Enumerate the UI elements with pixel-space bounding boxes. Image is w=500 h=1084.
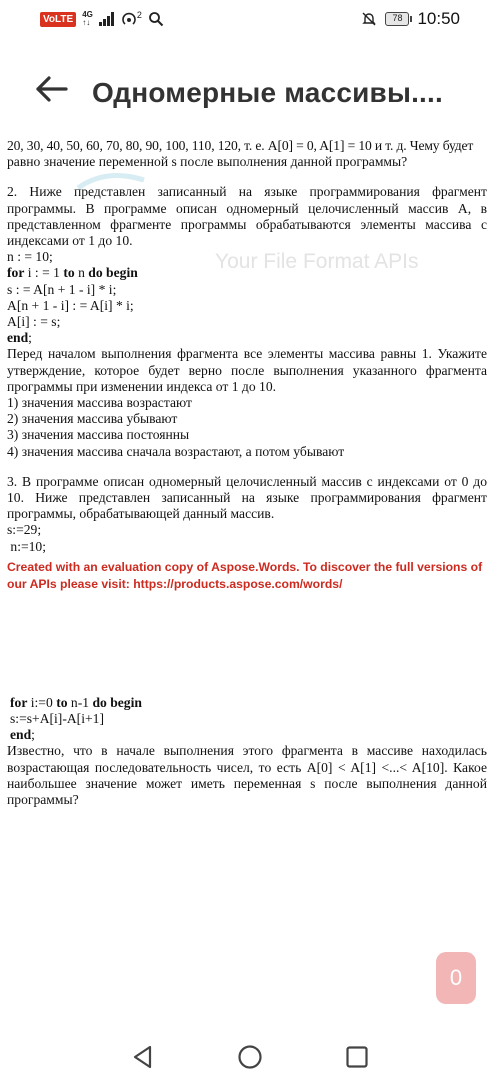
app-bar: [0, 40, 500, 136]
triangle-back-icon[interactable]: [130, 1044, 156, 1070]
square-recents-icon[interactable]: [344, 1044, 370, 1070]
status-right: [361, 9, 460, 29]
search-icon: [148, 11, 164, 27]
answer-option-1: 1) значения массива возрастают: [7, 395, 192, 411]
arrow-left-icon[interactable]: [34, 74, 70, 104]
code-text: i:=0: [27, 694, 57, 710]
code-line: A[i] : = s;: [7, 314, 61, 330]
code-line: n:=10;: [7, 538, 47, 554]
code-line: [7, 265, 487, 281]
code-line: s : = A[n + 1 - i] * i;: [7, 281, 117, 297]
status-left: [40, 11, 164, 27]
code-text: ;: [28, 330, 32, 346]
system-nav-bar: [0, 1028, 500, 1084]
code-line: A[n + 1 - i] : = A[i] * i;: [7, 297, 134, 313]
code-line: [10, 695, 487, 711]
hotspot-icon: [121, 11, 137, 27]
answer-option-3: 3) значения массива постоянны: [7, 427, 190, 443]
code-keyword: to: [56, 694, 68, 710]
code-keyword: end: [7, 330, 29, 346]
network-type: 4G: [82, 10, 93, 19]
code-line: s:=s+A[i]-A[i+1]: [10, 711, 104, 727]
question-2-text: 2. Ниже представлен записанный на языке программирования фрагмент программы. В программе описан одномерный целочисленный массив A, в представленном фрагменте программы обрабатываются элементы массива с индексами от 1 до 10.: [7, 184, 487, 249]
code-text: n: [74, 265, 89, 281]
signal-icon: [99, 12, 115, 26]
document-body: [7, 138, 487, 808]
floating-counter-button[interactable]: 0: [436, 952, 476, 1004]
question-3-code: [7, 695, 487, 744]
question-3-text: 3. В программе описан одномерный целочисленный массив с индексами от 0 до 10. Ниже представлен записанный на языке программирования фрагмент программы, обрабатывающей данный массив.: [7, 473, 487, 522]
code-line: [10, 727, 487, 743]
battery-icon: 78: [385, 12, 409, 26]
answer-option-2: 2) значения массива убывают: [7, 411, 178, 427]
volte-badge: VoLTE: [40, 12, 76, 27]
page-title: Одномерные массивы....: [92, 77, 443, 108]
question-2-code: [7, 249, 487, 346]
code-line: [7, 330, 487, 346]
network-indicator: [82, 11, 93, 27]
code-text: ;: [31, 727, 35, 743]
code-text: i : = 1: [24, 265, 64, 281]
code-keyword: end: [10, 727, 32, 743]
code-line: n : = 10;: [7, 249, 53, 265]
code-keyword: do begin: [88, 265, 138, 281]
code-text: n-1: [67, 694, 93, 710]
code-line: s:=29;: [7, 522, 42, 538]
watermark-text: Your File Format APIs: [215, 250, 419, 273]
question-3-instructions: Известно, что в начале выполнения этого фрагмента в массиве находилась возрастающая последовательность чисел, то есть A[0] < A[1] <...< A[10]. Какое наибольшее значение может иметь переменная s после выполнения данной программы?: [7, 743, 487, 808]
code-keyword: for: [10, 694, 28, 710]
network-activity: ↑↓: [82, 18, 91, 27]
intro-line-1: 20, 30, 40, 50, 60, 70, 80, 90, 100, 110, 120, т. е. A[0] = 0, A[1] = 10 и т. д. Чему будет: [7, 138, 474, 153]
code-keyword: do begin: [92, 694, 142, 710]
question-2-instructions: Перед началом выполнения фрагмента все элементы массива равны 1. Укажите утверждение, которое будет верно после выполнения указанного фрагмента программы при изменении индекса от 1 до 10.: [7, 346, 487, 394]
circle-home-icon[interactable]: [237, 1044, 263, 1070]
answer-option-4: 4) значения массива сначала возрастают, а потом убывают: [7, 443, 345, 459]
intro-line-2: равно значение переменной s после выполнения данной программы?: [7, 154, 408, 170]
evaluation-notice: Created with an evaluation copy of Aspose.Words. To discover the full versions of our APIs please visit: https://products.aspose.com/words/: [7, 559, 483, 591]
sim-number: 2: [136, 10, 142, 20]
code-keyword: for: [7, 265, 25, 281]
status-time: 10:50: [417, 9, 460, 28]
code-keyword: to: [63, 265, 75, 281]
mute-bell-icon: [361, 11, 377, 27]
status-bar: [0, 0, 500, 40]
